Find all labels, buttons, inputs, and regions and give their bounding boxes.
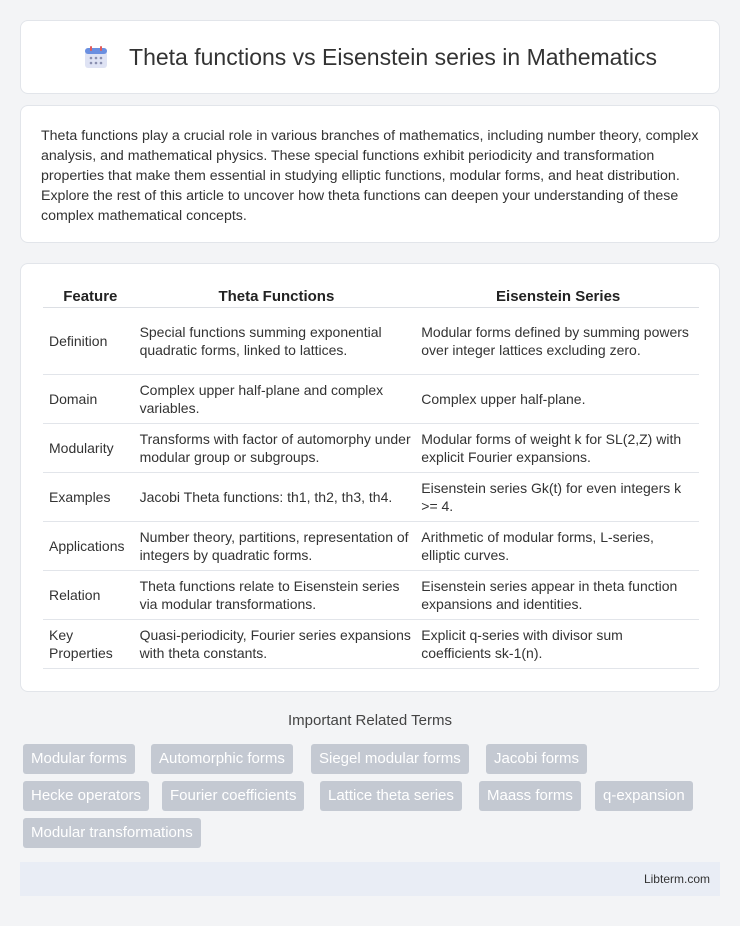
table-row (43, 620, 699, 669)
table-row (43, 571, 699, 620)
theta-cell: Quasi-periodicity, Fourier series expansions with theta constants. (136, 620, 418, 669)
feature-cell: Key Properties (43, 620, 136, 669)
footer-site-link[interactable]: Libterm.com (643, 872, 710, 886)
eisenstein-cell: Eisenstein series appear in theta function expansions and identities. (417, 571, 699, 620)
eisenstein-cell: Complex upper half-plane. (417, 375, 699, 424)
theta-cell: Theta functions relate to Eisenstein series via modular transformations. (136, 571, 418, 620)
table-row (43, 308, 699, 375)
page-title: Theta functions vs Eisenstein series in Mathematics (129, 43, 657, 70)
feature-cell: Relation (43, 571, 136, 620)
theta-cell: Complex upper half-plane and complex variables. (136, 375, 418, 424)
tag-maass-forms[interactable]: Maass forms (479, 781, 581, 811)
eisenstein-cell: Eisenstein series Gk(t) for even integers k >= 4. (417, 473, 699, 522)
theta-cell: Special functions summing exponential quadratic forms, linked to lattices. (136, 308, 418, 375)
table-row (43, 375, 699, 424)
intro-card (20, 105, 720, 243)
feature-cell: Domain (43, 375, 136, 424)
tag-lattice-theta-series[interactable]: Lattice theta series (320, 781, 462, 811)
tag-automorphic-forms[interactable]: Automorphic forms (151, 744, 293, 774)
table-header-row (43, 286, 699, 308)
header-eisenstein-series: Eisenstein Series (417, 286, 699, 308)
header-card (20, 20, 720, 94)
feature-cell: Modularity (43, 424, 136, 473)
feature-cell: Definition (43, 308, 136, 375)
calendar-icon (83, 44, 109, 70)
theta-cell: Number theory, partitions, representation of integers by quadratic forms. (136, 522, 418, 571)
tag-hecke-operators[interactable]: Hecke operators (23, 781, 149, 811)
table-row (43, 424, 699, 473)
tag-fourier-coefficients[interactable]: Fourier coefficients (162, 781, 304, 811)
eisenstein-cell: Explicit q-series with divisor sum coefficients sk-1(n). (417, 620, 699, 669)
comparison-table (43, 286, 699, 669)
theta-cell: Jacobi Theta functions: th1, th2, th3, th4. (136, 473, 418, 522)
feature-cell: Examples (43, 473, 136, 522)
intro-paragraph: Theta functions play a crucial role in various branches of mathematics, including number theory, complex analysis, and mathematical physics. These special functions exhibit periodicity and transformation properties that make them essential in studying elliptic functions, modular forms, and heat distribution. Explore the rest of this article to uncover how theta functions can deepen your understanding of these complex mathematical concepts. (41, 128, 699, 224)
feature-cell: Applications (43, 522, 136, 571)
footer (20, 862, 720, 896)
comparison-table-card (20, 263, 720, 692)
eisenstein-cell: Modular forms defined by summing powers over integer lattices excluding zero. (417, 308, 699, 375)
eisenstein-cell: Modular forms of weight k for SL(2,Z) with explicit Fourier expansions. (417, 424, 699, 473)
tag-q-expansion[interactable]: q-expansion (595, 781, 693, 811)
header-feature: Feature (43, 286, 136, 308)
table-row (43, 522, 699, 571)
eisenstein-cell: Arithmetic of modular forms, L-series, elliptic curves. (417, 522, 699, 571)
tag-jacobi-forms[interactable]: Jacobi forms (486, 744, 587, 774)
table-row (43, 473, 699, 522)
header-theta-functions: Theta Functions (136, 286, 418, 308)
theta-cell: Transforms with factor of automorphy under modular group or subgroups. (136, 424, 418, 473)
tag-modular-transformations[interactable]: Modular transformations (23, 818, 201, 848)
tag-modular-forms[interactable]: Modular forms (23, 744, 135, 774)
related-terms-title: Important Related Terms (288, 712, 452, 729)
tag-siegel-modular-forms[interactable]: Siegel modular forms (311, 744, 469, 774)
